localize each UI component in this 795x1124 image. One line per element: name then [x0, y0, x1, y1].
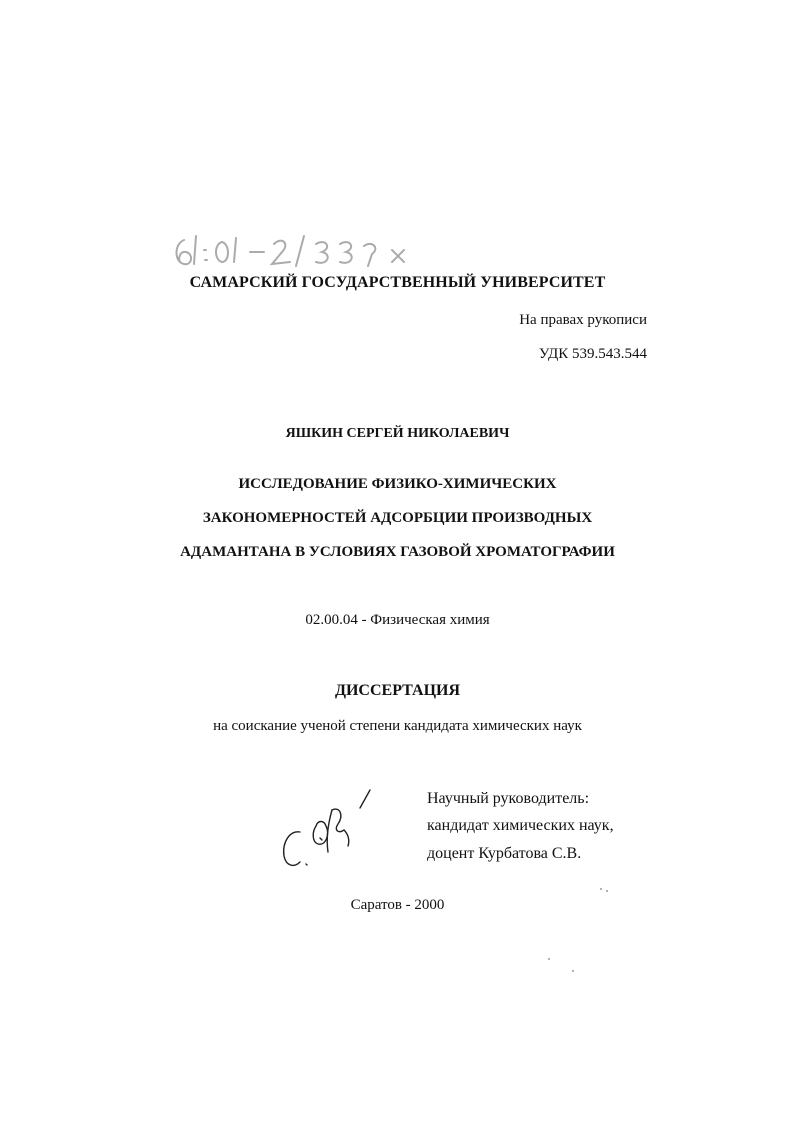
scan-speck: [600, 888, 602, 890]
supervisor-signature: [272, 780, 392, 880]
author-name: ЯШКИН СЕРГЕЙ НИКОЛАЕВИЧ: [285, 426, 510, 441]
university-name: САМАРСКИЙ ГОСУДАРСТВЕННЫЙ УНИВЕРСИТЕТ: [189, 274, 606, 291]
scan-speck: [572, 970, 574, 972]
degree-sought: на соискание ученой степени кандидата химических наук: [213, 718, 582, 734]
city-and-year: Саратов - 2000: [350, 897, 445, 913]
document-type-heading: ДИССЕРТАЦИЯ: [334, 682, 461, 699]
manuscript-rights-note: На правах рукописи: [519, 312, 647, 328]
scan-speck: [548, 958, 550, 960]
handwritten-archive-code: [170, 222, 430, 272]
supervisor-name: доцент Курбатова С.В.: [427, 845, 582, 862]
specialty-code: 02.00.04 - Физическая химия: [305, 612, 490, 628]
supervisor-role: Научный руководитель:: [427, 790, 590, 807]
supervisor-degree: кандидат химических наук,: [427, 817, 614, 834]
udk-code: УДК 539.543.544: [538, 346, 647, 362]
dissertation-title-line: ЗАКОНОМЕРНОСТЕЙ АДСОРБЦИИ ПРОИЗВОДНЫХ: [202, 510, 593, 526]
dissertation-title-line: АДАМАНТАНА В УСЛОВИЯХ ГАЗОВОЙ ХРОМАТОГРАФИИ: [180, 544, 615, 560]
dissertation-title-line: ИССЛЕДОВАНИЕ ФИЗИКО-ХИМИЧЕСКИХ: [238, 476, 557, 492]
scan-speck: [606, 890, 608, 892]
